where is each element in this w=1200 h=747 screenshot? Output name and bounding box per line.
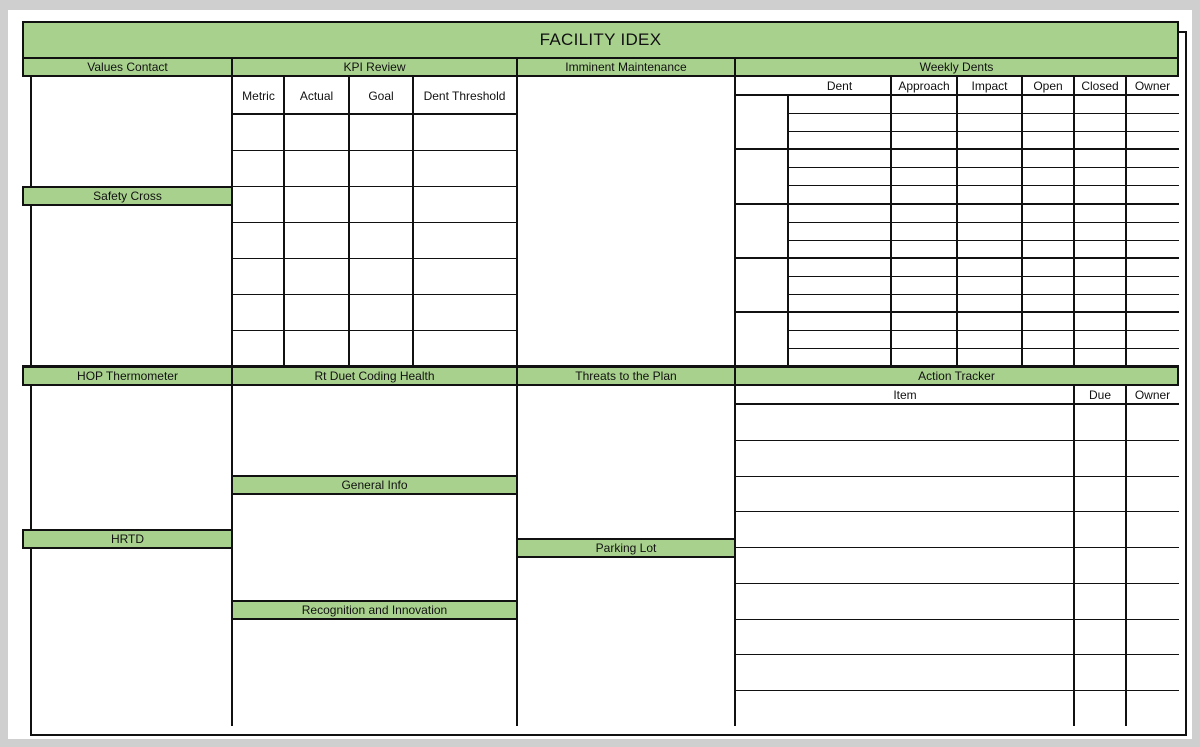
action-col-due-label: Due [1088,388,1111,402]
dents-row-line [787,294,1179,295]
action-row-line [734,690,1179,691]
imminent-maintenance-panel[interactable] [518,77,734,366]
action-row-line [734,476,1179,477]
values-contact-panel[interactable] [24,77,231,186]
parking-lot-header [516,538,736,558]
kpi-col-goal-label: Goal [368,89,394,103]
general-info-panel[interactable] [233,495,516,600]
kpi-col-dent-threshold-label: Dent Threshold [423,89,506,103]
dents-col-dent [788,77,891,95]
dents-group-line [734,203,1179,205]
hop-thermometer-label: HOP Thermometer [77,369,178,383]
general-info-header [231,475,518,495]
dents-row-line [787,185,1179,186]
dents-col-impact [957,77,1022,95]
recognition-and-innovation-label: Recognition and Innovation [301,603,448,617]
dents-col-open-label: Open [1033,79,1063,93]
hrtd-label: HRTD [110,532,145,546]
safety-cross-panel[interactable] [24,206,231,366]
dents-divider [787,95,789,366]
dents-col-approach [891,77,957,95]
hop-thermometer-header [22,366,233,386]
rt-duet-coding-health-header [231,366,518,386]
dents-col-impact-label: Impact [971,79,1008,93]
safety-cross-header [22,186,233,206]
hop-thermometer-panel[interactable] [24,386,231,529]
dents-row-line [787,348,1179,349]
action-col-due [1074,386,1126,404]
dents-col-closed [1074,77,1126,95]
dents-col-owner-label: Owner [1134,79,1171,93]
recognition-and-innovation-panel[interactable] [233,620,516,725]
weekly-dents-label: Weekly Dents [919,60,994,74]
kpi-row-line [231,150,518,151]
kpi-row-line [231,186,518,187]
general-info-label: General Info [341,478,408,492]
action-header-line [734,403,1179,405]
action-row-line [734,583,1179,584]
board-title-text: FACILITY IDEX [539,30,662,49]
dents-col-open [1022,77,1074,95]
kpi-row-line [231,222,518,223]
kpi-col-metric [233,78,284,114]
dents-col-approach-label: Approach [898,79,950,93]
dents-row-line [787,113,1179,114]
kpi-col-actual [284,78,349,114]
hrtd-panel[interactable] [24,549,231,725]
action-row-line [734,440,1179,441]
action-divider [1125,386,1127,726]
action-row-line [734,547,1179,548]
safety-cross-label: Safety Cross [93,189,162,203]
parking-lot-panel[interactable] [518,558,734,725]
values-contact-label: Values Contact [87,60,168,74]
threats-to-the-plan-panel[interactable] [518,386,734,538]
kpi-row-line [231,113,518,115]
dents-row-line [787,131,1179,132]
values-contact-header [22,57,233,77]
kpi-col-metric-label: Metric [242,89,275,103]
dents-row-line [787,330,1179,331]
weekly-dents-header [734,57,1179,77]
action-col-owner [1126,386,1179,404]
dents-row-line [787,276,1179,277]
dents-group-line [734,311,1179,313]
kpi-row-line [231,330,518,331]
kpi-row-line [231,294,518,295]
kpi-col-actual-label: Actual [299,89,334,103]
dents-col-owner [1126,77,1179,95]
dents-header-line [734,94,1179,96]
action-tracker-header [734,366,1179,386]
board-title [22,21,1179,59]
action-col-owner-label: Owner [1134,388,1171,402]
action-divider [1073,386,1075,726]
dents-col-closed-label: Closed [1081,79,1119,93]
imminent-maintenance-label: Imminent Maintenance [565,60,687,74]
kpi-col-dent-threshold [413,78,516,114]
threats-to-the-plan-label: Threats to the Plan [575,369,677,383]
action-row-line [734,619,1179,620]
action-col-item-label: Item [893,388,917,402]
dents-group-line [734,257,1179,259]
action-row-line [734,654,1179,655]
action-row-line [734,511,1179,512]
recognition-and-innovation-header [231,600,518,620]
parking-lot-label: Parking Lot [595,541,657,555]
dents-row-line [787,167,1179,168]
action-tracker-label: Action Tracker [918,369,995,383]
kpi-review-header [231,57,518,77]
threats-to-the-plan-header [516,366,736,386]
imminent-maintenance-header [516,57,736,77]
kpi-col-goal [349,78,413,114]
kpi-row-line [231,258,518,259]
dents-row-line [787,222,1179,223]
dents-group-line [734,148,1179,150]
dents-row-line [787,240,1179,241]
rt-duet-coding-health-panel[interactable] [233,386,516,475]
dents-col-dent-label: Dent [826,79,853,93]
hrtd-header [22,529,233,549]
rt-duet-coding-health-label: Rt Duet Coding Health [314,369,435,383]
kpi-review-label: KPI Review [343,60,406,74]
action-col-item [736,386,1074,404]
